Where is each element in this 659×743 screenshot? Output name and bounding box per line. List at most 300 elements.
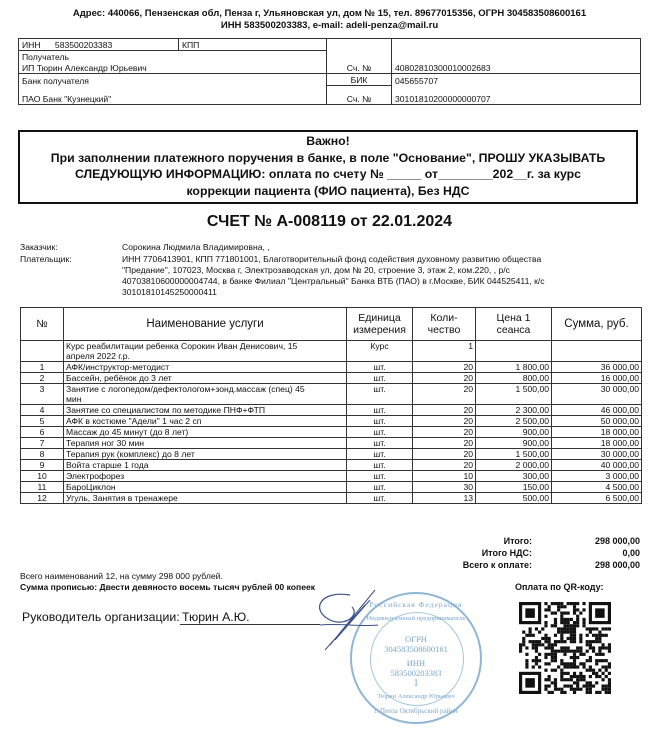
qr-module: [525, 659, 528, 662]
qr-module: [560, 675, 563, 678]
qr-module: [573, 662, 576, 665]
qr-module: [554, 602, 557, 605]
qr-module: [560, 602, 563, 605]
qr-module: [576, 656, 579, 659]
qr-module: [608, 681, 611, 684]
qr-module: [560, 637, 563, 640]
qr-module: [548, 678, 551, 681]
col-sum: Сумма, руб.: [552, 308, 642, 341]
kpp-cell: [179, 39, 327, 51]
qr-module: [598, 659, 601, 662]
qr-module: [560, 634, 563, 637]
cell-num: 2: [21, 373, 64, 384]
corr-account-label: Сч. №: [327, 86, 392, 105]
col-qty: [413, 308, 476, 341]
qr-module: [544, 615, 547, 618]
qr-module: [601, 653, 604, 656]
qr-module: [548, 643, 551, 646]
qr-module: [563, 612, 566, 615]
qr-module: [538, 631, 541, 634]
qr-module: [535, 662, 538, 665]
qr-module: [595, 691, 598, 694]
qr-module: [579, 650, 582, 653]
inn-cell: [19, 39, 179, 51]
cell-qty: 20: [413, 449, 476, 460]
qr-module: [570, 678, 573, 681]
qr-module: [548, 637, 551, 640]
qr-module: [601, 643, 604, 646]
qr-module: [544, 624, 547, 627]
head-name: Тюрин А.Ю.: [180, 610, 320, 625]
col-unit: [347, 308, 413, 341]
qr-module: [582, 665, 585, 668]
qr-module: [548, 653, 551, 656]
qr-module: [576, 618, 579, 621]
qr-module: [570, 602, 573, 605]
qr-module: [573, 605, 576, 608]
qr-label: Оплата по QR-коду:: [515, 582, 604, 592]
qr-module: [576, 615, 579, 618]
qr-module: [589, 681, 592, 684]
qr-module: [586, 681, 589, 684]
qr-module: [538, 640, 541, 643]
signature: [290, 585, 380, 655]
cell-unit: шт.: [347, 482, 413, 493]
qr-module: [573, 621, 576, 624]
qr-module: [567, 684, 570, 687]
qr-module: [573, 656, 576, 659]
qr-module: [525, 634, 528, 637]
cell-price: 800,00: [476, 373, 552, 384]
cell-unit: шт.: [347, 438, 413, 449]
qr-module: [554, 643, 557, 646]
qr-module: [586, 691, 589, 694]
qr-module: [601, 627, 604, 630]
qr-module: [595, 672, 598, 675]
important-title: Важно!: [306, 134, 350, 148]
cell-sum: 6 500,00: [552, 493, 642, 504]
qr-module: [576, 681, 579, 684]
qr-module: [544, 669, 547, 672]
qr-module: [579, 662, 582, 665]
qr-module: [563, 665, 566, 668]
qr-module: [567, 650, 570, 653]
cell-name-line: мин: [66, 394, 82, 404]
qr-module: [576, 678, 579, 681]
qr-module: [579, 672, 582, 675]
qr-module: [582, 675, 585, 678]
qr-module: [554, 624, 557, 627]
qr-module: [532, 659, 535, 662]
qr-module: [601, 684, 604, 687]
cell-unit: шт.: [347, 449, 413, 460]
qr-module: [551, 650, 554, 653]
table-row-course: [21, 341, 642, 362]
cell-sum: [552, 341, 642, 362]
recipient-name: ИП Тюрин Александр Юрьевич: [19, 62, 327, 74]
qr-module: [519, 643, 522, 646]
qr-module: [519, 650, 522, 653]
qr-module: [563, 640, 566, 643]
qr-module: [579, 634, 582, 637]
table-row: [21, 493, 642, 504]
qr-module: [554, 656, 557, 659]
qr-module: [563, 684, 566, 687]
cell-sum: 3 000,00: [552, 471, 642, 482]
payer-line: 30101810145250000411: [122, 287, 217, 297]
payer-line: 40703810600000004744, в банке Филиал "Центральный" Банка ВТБ (ПАО) в г.Москве, БИК 044525411, к/с: [122, 276, 545, 286]
corr-account-value: 30101810200000000707: [392, 86, 641, 105]
cell-name: БароЦиклон: [64, 482, 347, 493]
cell-unit: шт.: [347, 427, 413, 438]
cell-qty: 20: [413, 405, 476, 416]
col-price-line: Цена 1: [496, 312, 531, 324]
table-row: [21, 373, 642, 384]
qr-module: [598, 634, 601, 637]
qr-module: [601, 659, 604, 662]
qr-module: [554, 653, 557, 656]
col-price-line: сеанса: [496, 324, 531, 336]
col-unit-line: измерения: [353, 324, 406, 336]
qr-module: [598, 650, 601, 653]
qr-module: [579, 646, 582, 649]
qr-module: [605, 691, 608, 694]
qr-module: [608, 627, 611, 630]
qr-module: [595, 662, 598, 665]
qr-module: [567, 618, 570, 621]
qr-module: [538, 643, 541, 646]
qr-module: [522, 643, 525, 646]
recipient-label: Получатель: [19, 51, 327, 63]
qr-module: [544, 634, 547, 637]
qr-module: [541, 637, 544, 640]
table-row: [21, 438, 642, 449]
qr-module: [554, 650, 557, 653]
col-qty-line: Коли-: [430, 312, 458, 324]
qr-module: [529, 634, 532, 637]
company-address: Адрес: 440066, Пензенская обл, Пенза г, Ульяновская ул, дом № 15, тел. 89677015356, ОГРН 304583508600161: [72, 8, 587, 19]
qr-module: [557, 650, 560, 653]
cell-price: 300,00: [476, 471, 552, 482]
qr-module: [554, 678, 557, 681]
cell-name: Терапия рук (комплекс) до 8 лет: [64, 449, 347, 460]
vat-label: Итого НДС:: [481, 548, 532, 558]
qr-module: [519, 646, 522, 649]
qr-module: [592, 684, 595, 687]
cell-unit: шт.: [347, 493, 413, 504]
qr-module: [605, 675, 608, 678]
qr-module: [608, 688, 611, 691]
table-header-row: [21, 308, 642, 341]
cell-qty: 1: [413, 341, 476, 362]
cell-qty: 20: [413, 362, 476, 373]
qr-module: [557, 640, 560, 643]
qr-module: [595, 627, 598, 630]
qr-module: [592, 634, 595, 637]
qr-module: [608, 691, 611, 694]
stamp-inner-bottom: Тюрин Александр Юрьевич: [377, 693, 455, 700]
qr-module: [544, 656, 547, 659]
qr-module: [598, 646, 601, 649]
qr-module: [573, 691, 576, 694]
qr-module: [573, 650, 576, 653]
qr-module: [563, 678, 566, 681]
stamp-ogrn-label: ОГРН: [405, 634, 427, 644]
qr-module: [557, 602, 560, 605]
stamp-number: 1: [413, 678, 419, 689]
cell-price: 2 000,00: [476, 460, 552, 471]
qr-module: [551, 659, 554, 662]
table-row: [21, 427, 642, 438]
cell-unit: шт.: [347, 373, 413, 384]
cell-name: Массаж до 45 минут (до 8 лет): [64, 427, 347, 438]
qr-module: [573, 665, 576, 668]
qr-module: [605, 688, 608, 691]
qr-module: [608, 643, 611, 646]
qr-module: [525, 653, 528, 656]
qr-module: [605, 659, 608, 662]
qr-module: [541, 627, 544, 630]
qr-module: [544, 621, 547, 624]
qr-module: [573, 602, 576, 605]
qr-module: [532, 643, 535, 646]
qr-module: [563, 624, 566, 627]
qr-module: [557, 688, 560, 691]
due-label: Всего к оплате:: [462, 560, 532, 570]
cell-num: 5: [21, 416, 64, 427]
qr-module: [551, 602, 554, 605]
qr-module: [560, 678, 563, 681]
qr-module: [554, 659, 557, 662]
stamp-outer-top: Российская Федерация: [369, 600, 463, 609]
qr-module: [595, 637, 598, 640]
stamp-inn-label: ИНН: [406, 658, 426, 668]
qr-module: [573, 688, 576, 691]
cell-unit: шт.: [347, 416, 413, 427]
cell-qty: 20: [413, 438, 476, 449]
qr-module: [592, 646, 595, 649]
qr-module: [551, 681, 554, 684]
qr-module: [573, 627, 576, 630]
qr-module: [579, 675, 582, 678]
qr-module: [592, 640, 595, 643]
cell-name: АФК в костюме "Адели" 1 час 2 сп: [64, 416, 347, 427]
qr-module: [560, 672, 563, 675]
qr-module: [535, 627, 538, 630]
qr-module: [560, 640, 563, 643]
table-row: [21, 384, 642, 405]
table-row: [21, 405, 642, 416]
qr-module: [570, 640, 573, 643]
qr-module: [557, 665, 560, 668]
qr-module: [586, 669, 589, 672]
qr-module: [605, 646, 608, 649]
cell-name-line: Курс реабилитации ребенка Сорокин Иван Денисович, 15: [66, 341, 298, 351]
qr-module: [560, 621, 563, 624]
total-label: Итого:: [503, 536, 532, 546]
qr-module: [573, 675, 576, 678]
cell-price: 150,00: [476, 482, 552, 493]
qr-module: [548, 684, 551, 687]
important-line-1: При заполнении платежного поручения в банке, в поле "Основание", ПРОШУ УКАЗЫВАТЬ: [50, 150, 606, 165]
qr-module: [589, 631, 592, 634]
qr-module: [598, 669, 601, 672]
qr-module: [554, 618, 557, 621]
total-value: 298 000,00: [594, 536, 640, 546]
company-inn-email: ИНН 583500203383, e-mail: adeli-penza@mail.ru: [220, 20, 439, 31]
qr-module: [554, 688, 557, 691]
cell-num: 1: [21, 362, 64, 373]
qr-module: [605, 634, 608, 637]
qr-module: [557, 631, 560, 634]
qr-module: [586, 643, 589, 646]
qr-module: [563, 621, 566, 624]
qr-module: [598, 691, 601, 694]
qr-module: [544, 684, 547, 687]
cell-qty: 20: [413, 460, 476, 471]
qr-module: [582, 684, 585, 687]
qr-module: [567, 627, 570, 630]
qr-module: [582, 602, 585, 605]
cell-name: Электрофорез: [64, 471, 347, 482]
qr-module: [595, 653, 598, 656]
important-notice: [18, 130, 638, 204]
qr-module: [544, 678, 547, 681]
qr-module: [538, 653, 541, 656]
qr-module: [608, 678, 611, 681]
cell-num: [21, 341, 64, 362]
qr-module: [605, 627, 608, 630]
qr-module: [535, 640, 538, 643]
qr-module: [582, 624, 585, 627]
cell-sum: 30 000,00: [552, 449, 642, 460]
qr-module: [601, 665, 604, 668]
qr-module: [557, 605, 560, 608]
qr-module: [554, 612, 557, 615]
inn-label: ИНН: [22, 40, 41, 50]
qr-module: [576, 646, 579, 649]
qr-module: [551, 653, 554, 656]
qr-module: [576, 621, 579, 624]
qr-module: [567, 646, 570, 649]
qr-module: [570, 624, 573, 627]
kpp-label: КПП: [182, 40, 200, 50]
qr-module: [551, 646, 554, 649]
qr-module: [535, 659, 538, 662]
qr-module: [601, 672, 604, 675]
cell-sum: 46 000,00: [552, 405, 642, 416]
qr-module: [563, 672, 566, 675]
qr-module: [563, 691, 566, 694]
qr-module: [573, 681, 576, 684]
qr-module: [589, 656, 592, 659]
bank-name: ПАО Банк "Кузнецкий": [19, 86, 327, 105]
qr-module: [586, 640, 589, 643]
payer-details: [122, 254, 642, 298]
qr-module: [573, 624, 576, 627]
cell-name: Терапия ног 30 мин: [64, 438, 347, 449]
qr-module: [560, 631, 563, 634]
qr-module: [554, 640, 557, 643]
qr-module: [529, 627, 532, 630]
qr-module: [560, 691, 563, 694]
qr-module: [576, 608, 579, 611]
qr-module: [592, 650, 595, 653]
qr-module: [598, 637, 601, 640]
qr-module: [563, 662, 566, 665]
cell-price: 1 500,00: [476, 384, 552, 405]
qr-module: [595, 634, 598, 637]
qr-module: [560, 612, 563, 615]
payment-qr-code[interactable]: [518, 602, 612, 694]
qr-module: [532, 665, 535, 668]
qr-module: [560, 688, 563, 691]
qr-module: [605, 684, 608, 687]
customer-value: Сорокина Людмила Владимировна, ,: [122, 242, 270, 252]
cell-sum: 30 000,00: [552, 384, 642, 405]
col-qty-line: чество: [427, 324, 461, 336]
qr-module: [557, 608, 560, 611]
col-unit-line: Единица: [358, 312, 401, 324]
qr-module: [586, 634, 589, 637]
qr-module: [595, 681, 598, 684]
bik-label: БИК: [327, 74, 392, 86]
qr-module: [522, 631, 525, 634]
cell-sum: 18 000,00: [552, 427, 642, 438]
qr-module: [538, 659, 541, 662]
cell-sum: 40 000,00: [552, 460, 642, 471]
cell-unit: шт.: [347, 362, 413, 373]
cell-unit: Курс: [347, 341, 413, 362]
qr-module: [525, 646, 528, 649]
qr-module: [535, 643, 538, 646]
qr-module: [544, 662, 547, 665]
qr-module: [567, 624, 570, 627]
qr-module: [548, 608, 551, 611]
qr-module: [570, 656, 573, 659]
qr-module: [551, 624, 554, 627]
qr-module: [589, 675, 592, 678]
qr-module: [589, 643, 592, 646]
qr-module: [586, 684, 589, 687]
qr-module: [579, 637, 582, 640]
qr-module: [525, 678, 535, 688]
qr-module: [589, 659, 592, 662]
qr-module: [570, 618, 573, 621]
account-label: Сч. №: [327, 62, 392, 74]
qr-module: [538, 665, 541, 668]
qr-module: [589, 627, 592, 630]
qr-module: [573, 612, 576, 615]
col-name: Наименование услуги: [64, 308, 347, 341]
qr-module: [573, 659, 576, 662]
qr-module: [586, 650, 589, 653]
cell-num: 12: [21, 493, 64, 504]
qr-module: [560, 618, 563, 621]
qr-module: [554, 681, 557, 684]
qr-module: [570, 627, 573, 630]
stamp-ogrn-value: 304583508600161: [384, 644, 448, 654]
qr-module: [548, 605, 551, 608]
cell-price: 900,00: [476, 427, 552, 438]
qr-module: [570, 650, 573, 653]
qr-module: [551, 669, 554, 672]
qr-module: [548, 675, 551, 678]
qr-module: [544, 608, 547, 611]
qr-module: [532, 634, 535, 637]
invoice-title: СЧЕТ № А-008119 от 22.01.2024: [206, 213, 453, 230]
qr-module: [595, 675, 598, 678]
